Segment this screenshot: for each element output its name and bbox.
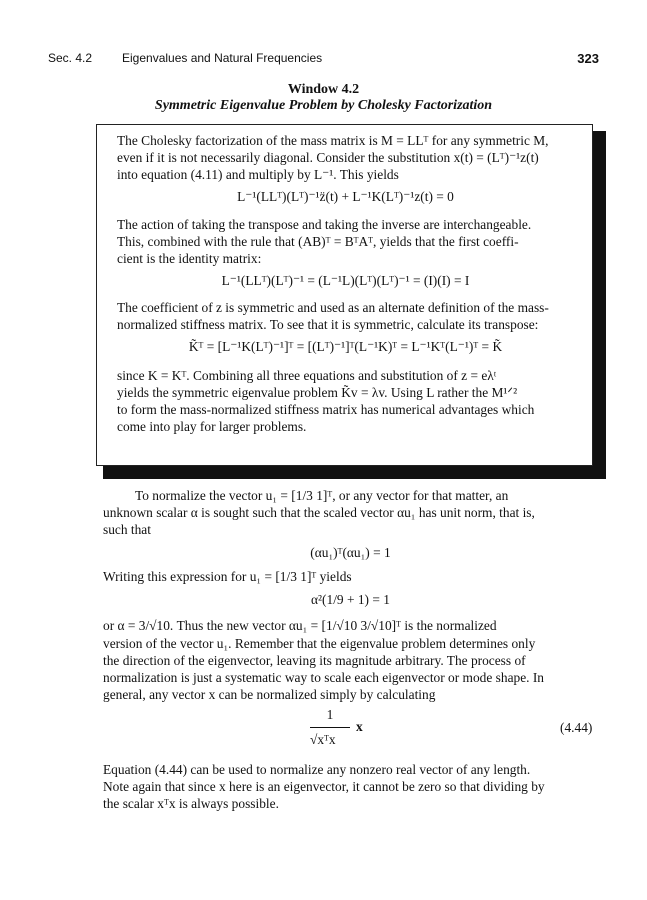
body-p1-line1: To normalize the vector u₁ = [1/3 1]ᵀ, or any vector for that matter, an [135,488,509,503]
fraction-vector-x: x [356,719,363,734]
body-p3-line4: normalization is just a systematic way to scale each eigenvector or mode shape. In [103,670,544,685]
window-equation-1: L⁻¹(LLᵀ)(Lᵀ)⁻¹z̈(t) + L⁻¹K(Lᵀ)⁻¹z(t) = 0 [237,189,454,204]
body-p4-line1: Equation (4.44) can be used to normalize any nonzero real vector of any length. [103,762,531,777]
window-equation-3: K̃ᵀ = [L⁻¹K(Lᵀ)⁻¹]ᵀ = [(Lᵀ)⁻¹]ᵀ(L⁻¹K)ᵀ = L⁻¹Kᵀ(L⁻¹)ᵀ = K̃ [188,339,503,354]
window-para2-line1: The action of taking the transpose and taking the inverse are interchangeable. [117,217,532,232]
window-para3-line2: normalized stiffness matrix. To see that it is symmetric, calculate its transpose: [117,317,539,332]
body-p1-line3: such that [103,522,151,537]
body-p2: Writing this expression for u₁ = [1/3 1]ᵀ yields [103,569,352,584]
body-equation-b: α²(1/9 + 1) = 1 [311,592,390,607]
body-p3-line5: general, any vector x can be normalized simply by calculating [103,687,436,702]
window-label: Window 4.2 [287,82,360,97]
window-para4-line3: to form the mass-normalized stiffness matrix has numerical advantages which [117,402,535,417]
fraction-denominator: √xᵀx [310,732,336,747]
window-para2-line3: cient is the identity matrix: [117,251,262,266]
section-label: Sec. 4.2 [48,51,93,65]
fraction-numerator: 1 [326,707,334,722]
fraction-bar [310,727,350,728]
window-para4-line1: since K = Kᵀ. Combining all three equations and substitution of z = eλᵗ [117,368,497,383]
page-number: 323 [577,51,599,66]
running-head [48,51,599,67]
body-p4-line2: Note again that since x here is an eigenvector, it cannot be zero so that dividing by [103,779,545,794]
body-p1-line2: unknown scalar α is sought such that the scaled vector αu₁ has unit norm, that is, [103,505,535,520]
window-equation-2: L⁻¹(LLᵀ)(Lᵀ)⁻¹ = (L⁻¹L)(Lᵀ)(Lᵀ)⁻¹ = (I)(I) = I [221,273,470,288]
window-para4-line2: yields the symmetric eigenvalue problem K̃v = λv. Using L rather the M¹ᐟ² [117,385,518,400]
window-para4-line4: come into play for larger problems. [117,419,307,434]
window-para1-line1: The Cholesky factorization of the mass matrix is M = LLᵀ for any symmetric M, [117,133,549,148]
equation-number: (4.44) [560,720,593,735]
chapter-title: Eigenvalues and Natural Frequencies [122,51,323,65]
body-p3-line1: or α = 3/√10. Thus the new vector αu₁ = [1/√10 3/√10]ᵀ is the normalized [103,618,497,633]
window-para3-line1: The coefficient of z is symmetric and used as an alternate definition of the mass- [117,300,549,315]
body-p4-line3: the scalar xᵀx is always possible. [103,796,279,811]
window-para1-line2: even if it is not necessarily diagonal. Consider the substitution x(t) = (Lᵀ)⁻¹z(t) [117,150,539,165]
body-p3-line3: the direction of the eigenvector, leaving its magnitude arbitrary. The process of [103,653,526,668]
body-equation-a: (αu₁)ᵀ(αu₁) = 1 [310,545,391,560]
window-para2-line2: This, combined with the rule that (AB)ᵀ = BᵀAᵀ, yields that the first coeffi- [117,234,519,249]
window-para1-line3: into equation (4.11) and multiply by L⁻¹. This yields [117,167,399,182]
body-p3-line2: version of the vector u₁. Remember that the eigenvalue problem determines only [103,636,536,651]
window-title: Symmetric Eigenvalue Problem by Cholesky Factorization [154,98,493,113]
equation-4-44 [300,707,410,751]
window-box [96,124,593,466]
